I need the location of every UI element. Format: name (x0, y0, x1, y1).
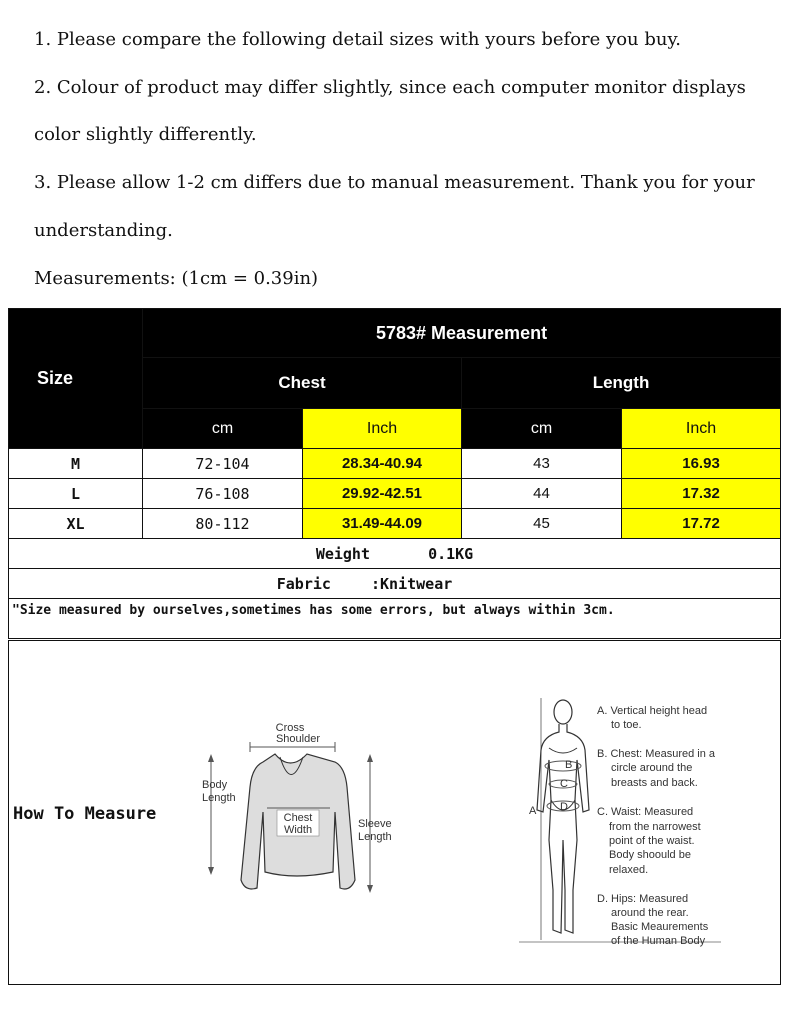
note-c-line5: relaxed. (609, 864, 649, 876)
size-cell: XL (9, 509, 143, 539)
note-1: 1. Please compare the following detail sizes with yours before you buy. (34, 29, 681, 50)
chest-inch-cell: 31.49-44.09 (303, 509, 462, 539)
marker-c: C (560, 778, 568, 790)
note-b-line2: circle around the (611, 762, 693, 774)
body-diagram (515, 690, 735, 955)
table-row (9, 479, 781, 509)
length-inch-cell: 17.32 (622, 479, 781, 509)
table-row (9, 449, 781, 479)
fabric-label: Fabric (276, 574, 331, 593)
length-cm-cell: 44 (462, 479, 622, 509)
body-length-label-2: Length (202, 792, 236, 804)
length-cm-cell: 45 (462, 509, 622, 539)
fabric-row (9, 569, 781, 599)
chest-inch-cell: 28.34-40.94 (303, 449, 462, 479)
note-3-cont: understanding. (34, 220, 173, 241)
chest-header: Chest (143, 358, 462, 409)
size-header (9, 309, 143, 449)
marker-a: A (529, 805, 537, 817)
unit-chest-inch: Inch (303, 409, 462, 449)
sleeve-length-label-2: Length (358, 831, 392, 843)
marker-d: D (560, 801, 568, 813)
chest-cm-cell: 72-104 (143, 449, 303, 479)
length-inch-cell: 16.93 (622, 449, 781, 479)
fabric-value: :Knitwear (371, 574, 453, 593)
marker-b: B (565, 759, 573, 771)
note-d-line3: Basic Meaurements (611, 921, 709, 933)
disclaimer-row (9, 599, 781, 639)
chest-cm-cell: 76-108 (143, 479, 303, 509)
weight-row (9, 539, 781, 569)
table-title: 5783# Measurement (143, 309, 781, 358)
note-b-line1: B. Chest: Measured in a (597, 748, 716, 760)
cross-shoulder-label-2: Shoulder (275, 733, 321, 745)
body-length-label: Body (202, 779, 228, 791)
size-cell: M (9, 449, 143, 479)
disclaimer-text: "Size measured by ourselves,sometimes has some errors, but always within 3cm. (12, 603, 615, 618)
note-d-line1: D. Hips: Measured (597, 893, 689, 905)
size-cell: L (9, 479, 143, 509)
note-b-line3: breasts and back. (611, 777, 698, 789)
weight-label: Weight (315, 544, 370, 563)
note-c-line2: from the narrowest (609, 821, 701, 833)
sweater-diagram (195, 712, 415, 902)
note-c-line4: Body shoould be (609, 849, 691, 861)
size-table (8, 308, 781, 639)
note-2-cont: color slightly differently. (34, 124, 257, 145)
unit-length-cm: cm (462, 409, 622, 449)
how-to-measure-heading: How To Measure (13, 804, 157, 824)
note-c-line1: C. Waist: Measured (597, 806, 694, 818)
length-header: Length (462, 358, 781, 409)
chest-inch-cell: 29.92-42.51 (303, 479, 462, 509)
chest-cm-cell: 80-112 (143, 509, 303, 539)
note-d-line4: of the Human Body (611, 935, 706, 947)
note-c-line3: point of the waist. (609, 835, 695, 847)
sleeve-length-label: Sleeve (358, 818, 392, 830)
length-cm-cell: 43 (462, 449, 622, 479)
size-header-label: Size (37, 368, 74, 388)
note-3: 3. Please allow 1-2 cm differs due to manual measurement. Thank you for your (34, 172, 755, 193)
unit-chest-cm: cm (143, 409, 303, 449)
note-a-line1: A. Vertical height head (597, 705, 708, 717)
note-a-line2: to toe. (611, 719, 642, 731)
table-row (9, 509, 781, 539)
chest-width-label-2: Width (283, 824, 313, 836)
note-d-line2: around the rear. (611, 907, 689, 919)
chest-width-label: Chest (283, 812, 313, 824)
cross-shoulder-label: Cross (275, 722, 305, 734)
unit-length-inch: Inch (622, 409, 781, 449)
note-2: 2. Colour of product may differ slightly, since each computer monitor displays (34, 77, 746, 98)
measurement-conversion: Measurements: (1cm = 0.39in) (34, 268, 319, 289)
weight-value: 0.1KG (428, 544, 474, 563)
length-inch-cell: 17.72 (622, 509, 781, 539)
